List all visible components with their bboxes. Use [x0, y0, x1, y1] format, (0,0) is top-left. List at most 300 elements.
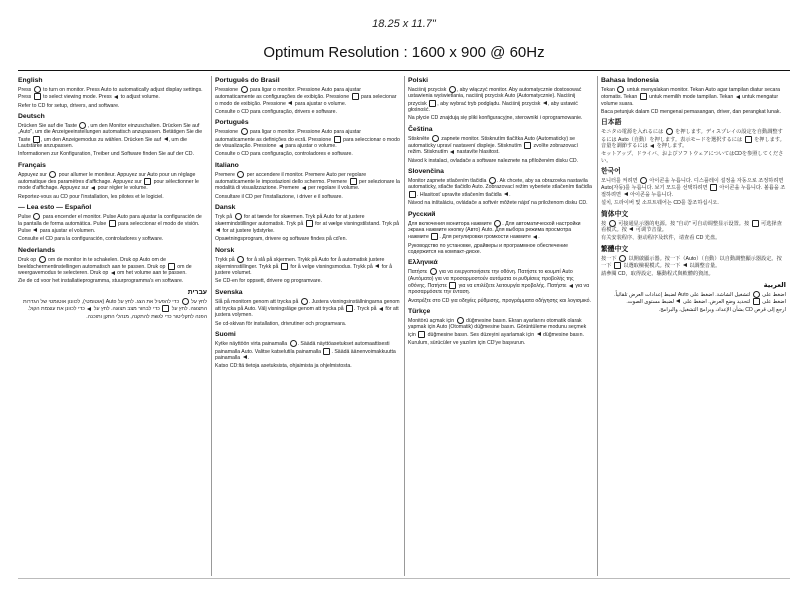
instruction-text: لضبط مستوى الصوت. [626, 298, 676, 305]
mode-icon [334, 136, 341, 143]
instruction-text: düğmesine basın. [541, 331, 584, 338]
instruction-text: Press [18, 86, 33, 93]
volume-icon [543, 101, 547, 105]
volume-icon [302, 186, 306, 190]
instruction-text: 以開啟顯示器。按一下（Auto）（自動）以自動調整顯示器設定。按一下 [601, 255, 782, 269]
instruction-text: Ανατρέξτε στο CD για οδηγίες ρύθμισης, προγράμματα οδήγησης και λογισμικό. [408, 297, 591, 304]
footer-divider [18, 578, 790, 579]
instruction-text: Naciśnij przycisk [408, 86, 448, 93]
language-heading: Français [18, 161, 46, 169]
volume-icon [537, 332, 541, 336]
instruction-text: . Säädä äänenvoimakkuutta painamalla [215, 348, 396, 361]
instruction-text: untuk mengatur volume suara. [601, 94, 779, 107]
volume-icon [683, 263, 687, 267]
language-heading: Nederlands [18, 246, 56, 254]
language-section [601, 246, 786, 278]
instruction-paragraph [18, 194, 207, 200]
instruction-text: , aby wybrać tryb podglądu. Naciśnij przycisk [437, 100, 542, 107]
power-icon [237, 256, 244, 263]
instruction-text: 可选择查看模式。按 [601, 220, 782, 233]
instruction-paragraph [215, 256, 400, 277]
instruction-paragraph [215, 340, 400, 361]
language-section [408, 126, 593, 164]
instruction-paragraph [601, 271, 786, 277]
language-column [211, 76, 404, 576]
power-icon [182, 298, 189, 305]
language-section [215, 331, 400, 369]
instruction-text: Consulte o CD para configuração, drivers e software. [215, 108, 337, 115]
instruction-text: Consultare il CD per l'installazione, i driver e il software. [215, 193, 343, 200]
instruction-text: Appuyez sur [18, 171, 49, 178]
mode-icon [752, 220, 759, 227]
instruction-text: Na płycie CD znajdują się pliki konfiguracyjne, sterowniki i oprogramowanie. [408, 115, 583, 122]
instruction-paragraph [408, 135, 593, 156]
instruction-text: για να ενεργοποιήσετε την οθόνη. Πατήστε το κουμπί Auto (Αυτόματο) για να προσαρμοστούν αυτόματα οι ρυθμίσεις προβολής της οθόνης. Πατήστε [408, 269, 574, 289]
instruction-text: to select viewing mode. Press [41, 94, 114, 101]
instruction-text: zvolíte zobrazovací režim. Stisknutím [408, 142, 578, 156]
instruction-text: om de weergavemodus te selecteren. Druk op [18, 263, 192, 277]
instruction-text: düğmesine basın. Ses düzeyini ayarlamak için [426, 331, 536, 338]
instruction-text: Návod k instalaci, ovladače a software naleznete na přiloženém disku CD. [408, 157, 579, 164]
mode-icon [753, 298, 760, 305]
mode-icon [745, 136, 752, 143]
instruction-text: הפנה לתקליטור כדי לגשת להתקנה, מנהלי התקן ותוכנה. [86, 314, 207, 321]
instruction-paragraph [18, 122, 207, 149]
instruction-text: för att justera volymen. [215, 306, 399, 319]
instruction-text: 以調整音量。 [687, 262, 721, 269]
power-icon [235, 213, 242, 220]
instruction-text: Druk op [18, 256, 38, 263]
instruction-text: for å slå på skjermen. Trykk på Auto for å automatisk justere skjerminnstillinger. Trykk på [215, 256, 385, 270]
instruction-text: para ajustar el volumen. [38, 227, 96, 234]
language-section [18, 113, 207, 158]
instruction-text: . Для регулировки громкости нажмите [439, 234, 533, 241]
instruction-text: 按 [601, 220, 608, 227]
instruction-text: . [538, 234, 540, 241]
instruction-paragraph [601, 177, 786, 198]
language-heading: עברית [187, 288, 207, 296]
power-icon [449, 86, 456, 93]
instruction-paragraph [601, 291, 786, 306]
instruction-paragraph [408, 158, 593, 164]
instruction-paragraph [215, 194, 400, 200]
instruction-paragraph [601, 235, 786, 241]
instruction-paragraph [18, 213, 207, 234]
instruction-text: Stiskněte [408, 135, 431, 142]
instruction-text: untuk menyalakan monitor. Tekan Auto agar tampilan diatur secara otomatis. Tekan [601, 86, 781, 101]
instruction-paragraph [215, 321, 400, 327]
language-section [18, 162, 207, 200]
instruction-paragraph [18, 298, 207, 313]
instruction-text: pour régler le volume. [96, 185, 148, 192]
language-heading: Bahasa Indonesia [601, 77, 659, 84]
instruction-text: . Ak chcete, aby sa obrazovka nastavila automaticky, stlačte tlačidlo Auto. Zobrazovací režim vyberiete stlačením tlačidla [408, 178, 592, 191]
instruction-paragraph [601, 151, 786, 164]
mode-icon [168, 263, 175, 270]
mode-icon [162, 305, 169, 312]
instruction-text: for at justere lydstyrke. [221, 227, 275, 234]
volume-icon [736, 95, 740, 99]
instruction-paragraph [215, 171, 400, 192]
instruction-text: for at vælge visningstilstand. Tryk på [313, 221, 399, 228]
language-heading: Suomi [215, 331, 236, 339]
language-heading: Dansk [215, 204, 236, 212]
language-heading: Ελληνικά [408, 259, 438, 267]
instruction-paragraph [18, 151, 207, 157]
instruction-text: を押します。ディスプレイの設定を自動調整するには Auto（自動）を押します。表示モードを選択するには [601, 129, 783, 143]
instruction-paragraph [601, 255, 786, 270]
volume-icon [629, 227, 633, 231]
language-heading: Русский [408, 210, 436, 218]
volume-icon [650, 144, 654, 148]
instruction-paragraph [408, 220, 593, 241]
instruction-text: . Для автоматической настройки экрана нажмите кнопку (Авто) Auto. Для выбора режима просмотра нажмите [408, 220, 581, 241]
instruction-text: 有关安装程序、驱动程序及软件，请查看 CD 光盘。 [601, 235, 721, 242]
instruction-text: Pulse [18, 214, 33, 220]
instruction-text: Consulte o CD para configuração, controladores e software. [215, 151, 353, 158]
mode-icon [34, 93, 41, 100]
instruction-text: om de monitor in te schakelen. Druk op Auto om de beeldschermentinstellingen automatisch aan te passen. Druk op [18, 256, 167, 270]
instruction-paragraph [601, 200, 786, 206]
instruction-text: para ajustar o volume. [293, 100, 347, 107]
instruction-text: per regolare il volume. [306, 185, 360, 192]
volume-icon [624, 192, 628, 196]
instruction-text: 설치, 드라이버 및 소프트웨어는 CD를 참조하십시오. [601, 200, 719, 207]
language-heading: Norsk [215, 246, 235, 254]
language-section [215, 204, 400, 242]
language-columns [18, 76, 790, 576]
instruction-text: για να επιλέξετε λειτουργία προβολής. Πατήστε [457, 282, 568, 289]
instruction-text: モニタの電源を入れるには [601, 129, 665, 136]
language-section [18, 77, 207, 109]
instruction-text: 모니터를 켜려면 [601, 178, 639, 185]
instruction-text: Monitörü açmak için [408, 317, 456, 324]
mode-icon [524, 142, 531, 149]
instruction-paragraph [215, 109, 400, 115]
volume-icon [569, 284, 573, 288]
instruction-paragraph [601, 220, 786, 234]
instruction-paragraph [408, 268, 593, 295]
instruction-text: Tekan [601, 86, 617, 93]
instruction-text: لتحديد وضع العرض. اضغط على [681, 298, 752, 305]
volume-icon [288, 101, 292, 105]
volume-icon [33, 228, 37, 232]
instruction-text: , aby ustawić głośność. [408, 100, 578, 113]
mode-icon [409, 191, 416, 198]
power-icon [494, 220, 501, 227]
instruction-paragraph [408, 200, 593, 206]
instruction-text: Πατήστε [408, 269, 429, 276]
mode-icon [323, 348, 330, 355]
mode-icon [306, 220, 313, 227]
language-section [408, 168, 593, 206]
instruction-text: para ligar o monitor. Pressione Auto para ajustar automaticamente as configurações de exibição. Pressione [215, 86, 361, 101]
instruction-text: כדי להפעיל את הצג. לחץ על Auto (אוטומטי), לכוונון אוטומטי של הגדרות התצוגה. לחץ על [22, 298, 207, 313]
resolution-title: Optimum Resolution : 1600 x 900 @ 60Hz [263, 44, 545, 61]
instruction-text: , um den Anzeigemodus zu wählen. Drücken Sie auf [40, 136, 163, 143]
language-heading: English [18, 77, 43, 84]
volume-icon [91, 186, 95, 190]
instruction-text: כדי לכוונן את עוצמת הקול. [27, 306, 87, 313]
instruction-text: . Säädä näyttöasetukset automaattisesti painamalla Auto. Valitse katselutila painamalla [215, 341, 390, 355]
language-heading: العربية [763, 281, 786, 289]
instruction-text: を押します。 [655, 142, 688, 149]
instruction-text: . Hlasitosť upravíte stlačením tlačidla [417, 191, 504, 198]
instruction-text: to turn on monitor. Press Auto to automatically adjust display settings. Press [18, 86, 203, 101]
volume-icon [533, 234, 540, 241]
instruction-text: to adjust volume. [119, 94, 160, 101]
language-heading: 日本語 [601, 119, 622, 127]
instruction-text: 아이콘을 누릅니다. [628, 191, 673, 198]
instruction-text: . Tryck på [354, 306, 378, 313]
instruction-paragraph [408, 317, 593, 338]
instruction-paragraph [601, 86, 786, 107]
instruction-text: Pressione [215, 86, 240, 93]
power-icon [79, 122, 86, 129]
power-icon [489, 177, 496, 184]
language-heading: Čeština [408, 125, 433, 133]
language-heading: Português [215, 119, 249, 127]
mode-icon [346, 305, 353, 312]
instruction-text: لتشغيل الشاشة. اضغط على Auto لضبط إعدادات العرض تلقائياً. اضغط على [614, 291, 786, 305]
instruction-paragraph [408, 177, 593, 198]
mode-icon [418, 331, 425, 338]
power-icon [241, 128, 248, 135]
instruction-text: Руководство по установке, драйверы и программное обеспечение содержится на компакт-диске. [408, 242, 568, 255]
instruction-text: לחץ על [189, 298, 207, 305]
power-icon [290, 340, 297, 347]
instruction-paragraph [408, 243, 593, 256]
volume-icon [87, 307, 91, 311]
mode-icon [640, 93, 647, 100]
volume-icon [676, 299, 680, 303]
instruction-text: 按一下 [601, 255, 619, 262]
volume-icon [379, 307, 383, 311]
instruction-text: 可调节音量。 [634, 226, 667, 233]
instruction-paragraph [18, 236, 207, 242]
instruction-text: セットアップ、ドライバ、およびソフトウェアについてはCDを参照してください。 [601, 151, 784, 164]
mode-icon [431, 233, 438, 240]
language-section [408, 308, 593, 346]
mode-icon [350, 178, 357, 185]
language-heading: 한국어 [601, 168, 621, 176]
language-column [18, 76, 211, 576]
instruction-text: para seleccionar o modo de visualização. Pressione [215, 136, 400, 149]
instruction-paragraph [215, 363, 400, 369]
instruction-text: per accendere il monitor. Premere Auto per regolare automaticamente le impostazioni dello schermo. Premere [215, 171, 367, 185]
volume-icon [164, 137, 168, 141]
instruction-text: Baca petunjuk dalam CD mengenai pemasangan, driver, dan perangkat lunak. [601, 108, 781, 115]
instruction-text: اضغط على [760, 291, 786, 298]
mode-icon [429, 100, 436, 107]
mode-icon [33, 136, 40, 143]
instruction-text: nastavíte hlasitost. [455, 149, 500, 156]
instruction-text: , um die Lautstärke anzupassen. [18, 136, 187, 149]
instruction-text: zapnete monitor. Stisknutím tlačítka Auto (Automaticky) se automaticky upraví nastavení displeje. Stisknutím [408, 135, 576, 149]
power-icon [640, 177, 647, 184]
instruction-text: Zie de cd voor het installatieprogramma, stuurprogramma's en software. [18, 278, 184, 285]
instruction-text: . Justera visningsinställningarna genom att trycka på Auto. Välj visningsläge genom att trycka på [215, 298, 400, 313]
instruction-text: 以選取檢視模式。按一下 [621, 262, 682, 269]
language-section [601, 77, 786, 115]
language-column [404, 76, 597, 576]
language-heading: Deutsch [18, 112, 45, 120]
instruction-paragraph [408, 340, 593, 346]
mode-icon [281, 263, 288, 270]
language-section [601, 119, 786, 164]
instruction-text: for å justere volumet. [215, 263, 393, 277]
volume-icon [450, 150, 454, 154]
instruction-text: Monitor zapnete stlačením tlačidla [408, 178, 488, 185]
instruction-text: , um den Monitor einzuschalten. Drücken Sie auf „Auto", um die Anzeigeeinstellungen automatisch anzupassen. Betätigen Sie die Taste [18, 122, 203, 143]
instruction-text: düğmesine basın. Ekran ayarlarını otomatik olarak yapmak için Auto (Otomatik) düğmesine basın. Görüntüleme modunu seçmek için [408, 317, 587, 338]
instruction-text: Návod na inštaláciu, ovládače a softvér môžete nájsť na priloženom disku CD. [408, 200, 588, 207]
language-heading: Polski [408, 77, 429, 84]
instruction-paragraph [601, 128, 786, 149]
language-section [601, 168, 786, 206]
instruction-text: para seleccionar el modo de visión. Pulse [18, 221, 200, 234]
instruction-paragraph [408, 298, 593, 304]
instruction-text: Pressione [215, 129, 240, 136]
power-icon [34, 86, 41, 93]
power-icon [237, 171, 244, 178]
instruction-text: pour allumer le moniteur. Appuyez sur Auto pour un réglage automatique des paramètres d'affichage. Appuyez sur [18, 171, 196, 185]
instruction-text: 아이콘을 누릅니다. 디스플레이 설정을 자동으로 조정하려면 Auto(자동)를 누릅니다. 보기 모드를 선택하려면 [601, 178, 784, 192]
header-divider [18, 70, 790, 71]
instruction-text: Refer to CD for setup, drivers, and software. [18, 102, 120, 109]
instruction-text: untuk memilih mode tampilan. Tekan [647, 94, 735, 101]
page-size-label: 18.25 x 11.7" [372, 18, 436, 30]
instruction-text: . [247, 354, 249, 361]
power-icon [609, 220, 616, 227]
language-heading: 简体中文 [601, 210, 629, 218]
language-section [215, 77, 400, 115]
language-section [601, 282, 786, 314]
instruction-text: Slå på monitorn genom att trycka på [215, 298, 300, 305]
language-heading: Italiano [215, 161, 239, 169]
instruction-text: Tryk på [215, 214, 234, 220]
power-icon [49, 171, 56, 178]
power-icon [666, 128, 673, 135]
instruction-paragraph [18, 86, 207, 101]
language-section [215, 247, 400, 285]
power-icon [241, 86, 248, 93]
mode-icon [352, 93, 359, 100]
instruction-text: 可接通显示器的电源。按 "自动" 可自动调整显示设置。按 [616, 220, 751, 227]
instruction-text: Se cd-skivan för installation, drivrutiner och programvara. [215, 320, 347, 327]
instruction-paragraph [18, 256, 207, 277]
instruction-paragraph [215, 236, 400, 242]
power-icon [301, 298, 308, 305]
instruction-text: para selecionar o modo de exibição. Pressione [215, 94, 397, 107]
volume-icon [114, 95, 118, 99]
language-section [408, 77, 593, 122]
instruction-text: Katso CD:ltä tietoja asetuksista, ohjaimista ja ohjelmistosta. [215, 363, 352, 370]
instruction-text: om het volume aan te passen. [115, 270, 187, 277]
instruction-paragraph [215, 278, 400, 284]
instruction-paragraph [601, 109, 786, 115]
volume-icon [111, 271, 115, 275]
volume-icon [279, 144, 283, 148]
mode-icon [449, 282, 456, 289]
language-heading: 繁體中文 [601, 245, 629, 253]
instruction-text: for å velge visningsmodus. Trykk på [288, 263, 375, 270]
language-heading: Türkçe [408, 308, 431, 316]
instruction-paragraph [408, 115, 593, 121]
power-icon [432, 135, 439, 142]
language-heading: Svenska [215, 288, 243, 296]
instruction-text: 請參閱 CD，取得設定、驅動程式與軟體的資訊。 [601, 271, 714, 278]
volume-icon [375, 264, 379, 268]
instruction-paragraph [215, 128, 400, 149]
instruction-paragraph [601, 307, 786, 313]
language-heading: Slovenčina [408, 168, 444, 176]
power-icon [33, 213, 40, 220]
instruction-text: , aby włączyć monitor. Aby automatycznie dostosować ustawienia wyświetlania, naciśnij przycisk Auto (Automatycznie). Naciśnij przycisk [408, 86, 582, 107]
language-section [215, 289, 400, 327]
instruction-paragraph [18, 314, 207, 320]
instruction-text: 아이콘을 누릅니다. 볼륨을 조절하려면 [601, 185, 786, 198]
mode-icon [614, 262, 621, 269]
power-icon [753, 291, 760, 298]
language-section [215, 162, 400, 200]
language-section [18, 247, 207, 285]
instruction-text: Kurulum, sürücüler ve yazılım için CD'ye başvurun. [408, 340, 526, 347]
instruction-text: para ajustar o volume. [283, 142, 337, 149]
instruction-text: Opsætningsprogram, drivere og software findes på cd'en. [215, 236, 347, 243]
instruction-text: para ligar o monitor. Pressione Auto para ajustar automaticamente as definições do ecrã. Pressione [215, 129, 361, 143]
instruction-paragraph [18, 278, 207, 284]
instruction-text: Premere [215, 171, 237, 178]
language-section [18, 204, 207, 242]
instruction-text: para encender el monitor. Pulse Auto para ajustar la configuración de la pantalla de forma automática. Pulse [18, 214, 202, 228]
instruction-text: Reportez-vous au CD pour l'installation, les pilotes et le logiciel. [18, 193, 164, 200]
language-section [601, 211, 786, 242]
instruction-paragraph [408, 86, 593, 113]
language-section [408, 211, 593, 256]
language-heading: — Lea esto — Español [18, 204, 92, 212]
instruction-paragraph [215, 86, 400, 107]
instruction-text: Consulte el CD para la configuración, controladores y software. [18, 236, 164, 243]
instruction-paragraph [215, 151, 400, 157]
instruction-paragraph [215, 213, 400, 234]
instruction-text: για να προσαρμόσετε την ένταση. [408, 282, 590, 296]
instruction-text: Se CD-en for oppsett, drivere og programvare. [215, 278, 322, 285]
instruction-text: כדי לבחור מצב תצוגה. לחץ על [92, 306, 162, 313]
instruction-text: ارجع إلى قرص CD بشأن الإعداد، وبرامج التشغيل، والبرامج. [658, 307, 786, 314]
volume-icon [216, 228, 220, 232]
instruction-text: Trykk på [215, 256, 237, 263]
language-section [18, 289, 207, 321]
instruction-text: for at tænde for skærmen. Tryk på Auto for at justere skærmindstillinger automatisk. Tryk på [215, 214, 365, 228]
instruction-text: Для включения монитора нажмите [408, 220, 494, 227]
power-icon [39, 256, 46, 263]
instruction-text: per selezionare la modalità di visualizzazione. Premere [215, 178, 400, 192]
language-section [215, 119, 400, 157]
language-column [597, 76, 790, 576]
instruction-text: Kytke näyttöön virta painamalla [215, 341, 289, 348]
language-heading: Português do Brasil [215, 77, 280, 84]
mode-icon [710, 184, 717, 191]
instruction-paragraph [215, 298, 400, 319]
volume-icon [504, 191, 511, 198]
mode-icon [109, 220, 116, 227]
instruction-paragraph [18, 171, 207, 192]
mode-icon [144, 178, 151, 185]
instruction-text: pour sélectionner le mode d'affichage. Appuyez sur [18, 178, 199, 192]
instruction-paragraph [18, 103, 207, 109]
language-section [408, 259, 593, 304]
